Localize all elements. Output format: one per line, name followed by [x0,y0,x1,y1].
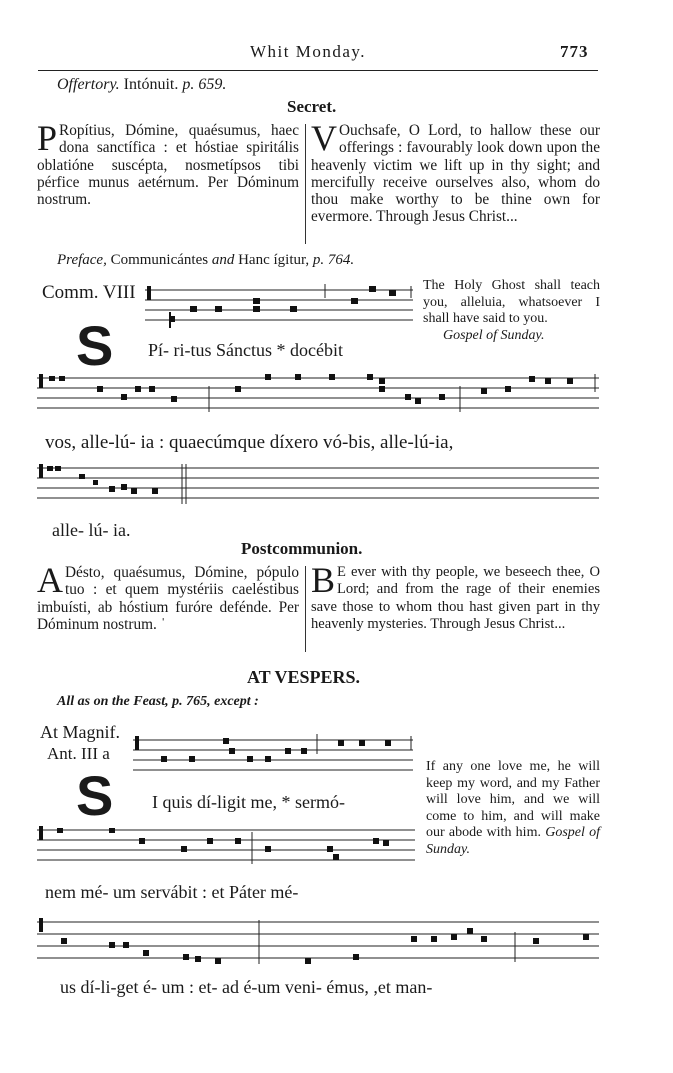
secret-english-dropcap: V [311,118,337,158]
postcommunion-latin-text: Désto, quaésumus, Dómine, pópulo tuo : et quem mystériis caeléstibus imbuísti, ab hóstium furóre defénde. Per Dóminum nostrum. ˈ [37,564,299,633]
preface-ref: p. 764. [312,252,355,268]
vespers-staff-2 [37,824,417,872]
vespers-source: Gospel of Sunday. [426,825,600,857]
secret-latin-text: Ropítius, Dómine, quaésumus, haec dona sanctífica : et hóstiae spiritális oblatióne suscépta, nosmetípsos tibi pérfice munus aetérnum. Per Dóminum nostrum. [37,122,299,209]
communion-translation [423,278,600,344]
secret-english-text: Ouchsafe, O Lord, to hallow these our offerings : favourably look down upon the heavenly victim we lift up in thy sight; and mercifully receive ourselves also, whom do thou make worthy to be thine own for evermore. Through Jesus Christ... [311,122,600,226]
vespers-staff-1 [133,734,415,782]
vespers-label-1: At Magnif. [40,722,120,742]
postcommunion-english-dropcap: B [311,560,336,600]
secret-heading: Secret. [287,97,337,116]
vespers-lyric-1: I quis dí-ligit me, * sermó- [152,792,345,812]
offertory-ref: p. 659. [182,76,227,93]
postcommunion-english-text: E ever with thy people, we beseech thee, O Lord; and from the rage of their enemies save those to whom thou hast given part in thy heavenly mysteries. Through Jesus Christ... [311,564,600,632]
offertory-text: Intónuit. [123,76,179,93]
communion-lyric-1: Pí- ri-tus Sánctus * docébit [148,340,343,360]
preface-and: and [211,252,235,268]
preface-text2: Hanc ígitur, [238,252,310,268]
offertory-label: Offertory. [57,76,120,93]
communion-translation-text: The Holy Ghost shall teach you, alleluia, whatsoever I shall have said to you. [423,278,600,327]
vespers-note: All as on the Feast, p. 765, except : [57,694,259,709]
column-divider-2 [305,566,306,652]
communion-source: Gospel of Sunday. [443,327,545,343]
postcommunion-latin [37,560,299,633]
vespers-initial: S [76,764,114,827]
secret-english [311,118,600,226]
offertory-line [57,76,226,94]
vespers-lyric-2: nem mé- um servábit : et Páter mé- [45,882,299,902]
preface-text1: Communicántes [110,252,209,268]
communion-lyric-3: alle- lú- ia. [52,520,131,540]
communion-label: Comm. VIII [42,282,136,303]
secret-latin [37,118,299,209]
secret-latin-dropcap: P [37,118,58,158]
preface-line [57,252,354,269]
communion-lyric-2: vos, alle-lú- ia : quaecúmque díxero vó-bis, alle-lú-ia, [45,432,454,453]
communion-staff-3 [37,462,600,512]
column-divider [305,124,306,244]
running-title: Whit Monday. [250,42,367,61]
postcommunion-heading: Postcommunion. [241,539,363,558]
postcommunion-latin-dropcap: A [37,560,63,600]
header-rule [38,70,598,71]
vespers-lyric-3: us dí-li-get é- um : et- ad é-um veni- émus, ,et man- [60,977,433,997]
communion-staff-2 [37,372,600,420]
vespers-staff-3 [37,914,600,972]
communion-initial: S [76,314,114,377]
vespers-translation-text: If any one love me, he will keep my word, and my Father will love him, and we will come to him, and will make our abode with him. [426,759,600,841]
communion-staff-1 [145,284,415,332]
vespers-label-2: Ant. III a [47,744,110,763]
vespers-translation [426,759,600,859]
postcommunion-english [311,560,600,633]
page-number: 773 [560,42,589,61]
preface-label: Preface, [57,252,107,268]
vespers-heading: AT VESPERS. [247,667,361,687]
